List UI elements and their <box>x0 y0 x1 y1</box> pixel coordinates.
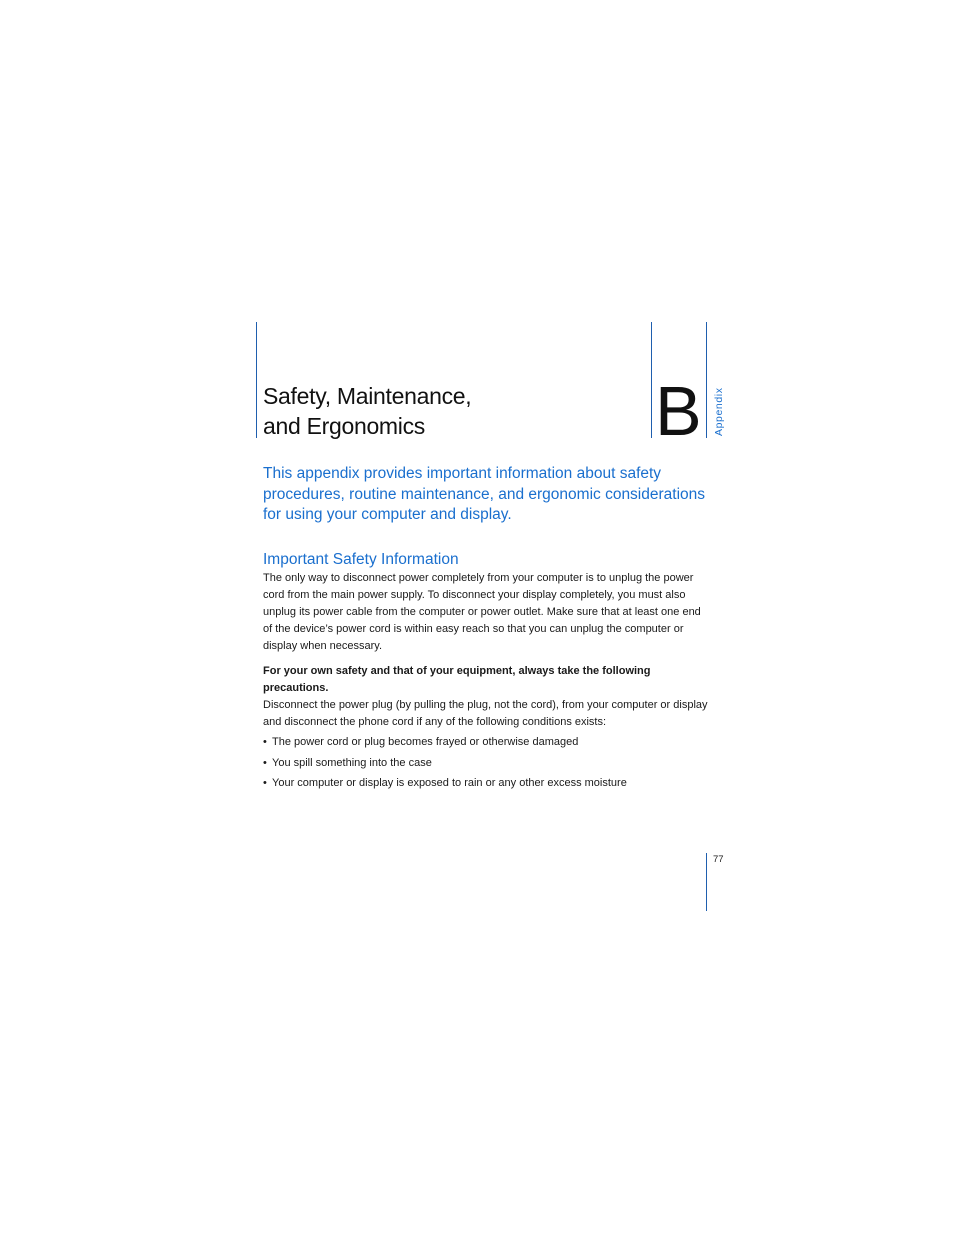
bullet-icon: • <box>263 777 267 789</box>
safety-paragraph-1: The only way to disconnect power completely from your computer is to unplug the power cord from the main power supply. To disconnect your display completely, you must also unplug its power cable from the computer or power outlet. Make sure that at least one end of the device’s power cord is within easy reach so that you can unplug the computer or display when necessary. <box>263 572 701 652</box>
letter-divider-rule <box>651 322 652 438</box>
appendix-label: Appendix <box>713 387 725 436</box>
list-item-text: You spill something into the case <box>272 756 432 769</box>
list-item <box>263 734 709 751</box>
left-divider-rule <box>256 322 257 438</box>
safety-paragraph-2: Disconnect the power plug (by pulling the plug, not the cord), from your computer or display and disconnect the phone cord if any of the following conditions exists: <box>263 699 708 728</box>
section-heading: Important Safety Information <box>263 551 459 568</box>
list-item-text: Your computer or display is exposed to rain or any other excess moisture <box>272 777 627 789</box>
list-item <box>263 775 709 792</box>
chapter-title <box>263 381 643 441</box>
intro-paragraph: This appendix provides important information about safety procedures, routine maintenance, and ergonomic considerations for using your computer and display. <box>263 465 706 523</box>
list-item-text: The power cord or plug becomes frayed or otherwise damaged <box>272 736 579 748</box>
bullet-icon: • <box>263 756 267 769</box>
chapter-title-line-2: and Ergonomics <box>263 413 425 439</box>
list-item <box>263 755 709 772</box>
right-divider-rule <box>706 322 707 438</box>
chapter-title-line-1: Safety, Maintenance, <box>263 383 472 409</box>
appendix-letter: B <box>655 372 700 450</box>
footer-divider-rule <box>706 853 707 911</box>
conditions-list <box>263 734 709 796</box>
page-number: 77 <box>713 854 724 865</box>
precautions-bold-paragraph: For your own safety and that of your equipment, always take the following precautions. <box>263 665 651 694</box>
bullet-icon: • <box>263 736 267 748</box>
